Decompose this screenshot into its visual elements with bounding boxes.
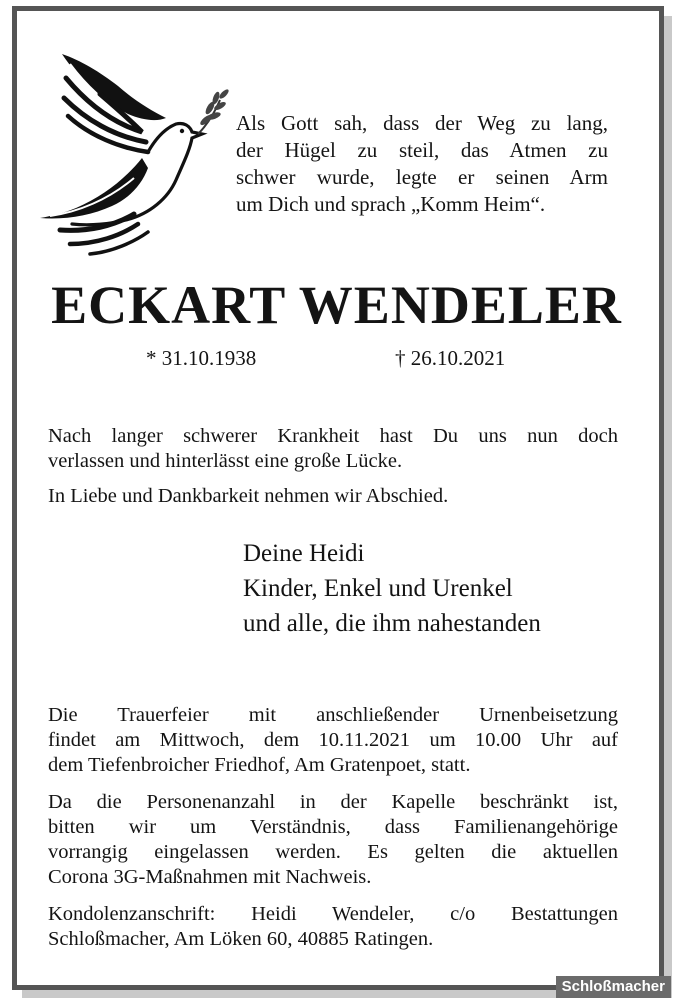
message-line: Nach langer schwerer Krankheit hast Du uns nun doch [48, 425, 618, 447]
corona-line: bitten wir um Verständnis, dass Familienangehörige [48, 816, 618, 838]
ceremony-line: findet am Mittwoch, dem 10.11.2021 um 10.00 Uhr auf [48, 729, 618, 751]
condolence-paragraph [48, 902, 618, 952]
corona-line: Da die Personenanzahl in der Kapelle beschränkt ist, [48, 791, 618, 813]
corona-line: Corona 3G-Maßnahmen mit Nachweis. [48, 866, 372, 888]
death-date: † 26.10.2021 [395, 346, 506, 370]
farewell-line [48, 484, 618, 509]
poem-line: um Dich und sprach „Komm Heim“. [236, 192, 546, 216]
poem-line: der Hügel zu steil, das Atmen zu [236, 138, 608, 162]
ceremony-paragraph [48, 703, 618, 778]
corona-line: vorrangig eingelassen werden. Es gelten die aktuellen [48, 841, 618, 863]
poem [236, 110, 608, 218]
ceremony-line: Die Trauerfeier mit anschließender Urnenbeisetzung [48, 704, 618, 726]
publisher-logo: Schloßmacher [556, 976, 671, 998]
deceased-name: ECKART WENDELER [51, 275, 622, 335]
birth-date: * 31.10.1938 [146, 346, 257, 370]
poem-line: schwer wurde, legte er seinen Arm [236, 165, 608, 189]
poem-line: Als Gott sah, dass der Weg zu lang, [236, 111, 608, 135]
corona-paragraph [48, 790, 618, 890]
condolence-line: Schloßmacher, Am Löken 60, 40885 Ratingen. [48, 928, 434, 950]
message-paragraph [48, 424, 618, 474]
farewell-text: In Liebe und Dankbarkeit nehmen wir Abschied. [48, 485, 449, 507]
condolence-line: Kondolenzanschrift: Heidi Wendeler, c/o Bestattungen [48, 903, 618, 925]
signature-line: und alle, die ihm nahestanden [243, 610, 541, 637]
signature-line: Deine Heidi [243, 540, 365, 567]
ceremony-line: dem Tiefenbroicher Friedhof, Am Gratenpoet, statt. [48, 754, 471, 776]
signatures [243, 536, 541, 641]
dove-with-olive-branch-icon [30, 48, 230, 258]
signature-line: Kinder, Enkel und Urenkel [243, 575, 513, 602]
message-line: verlassen und hinterlässt eine große Lücke. [48, 450, 403, 472]
